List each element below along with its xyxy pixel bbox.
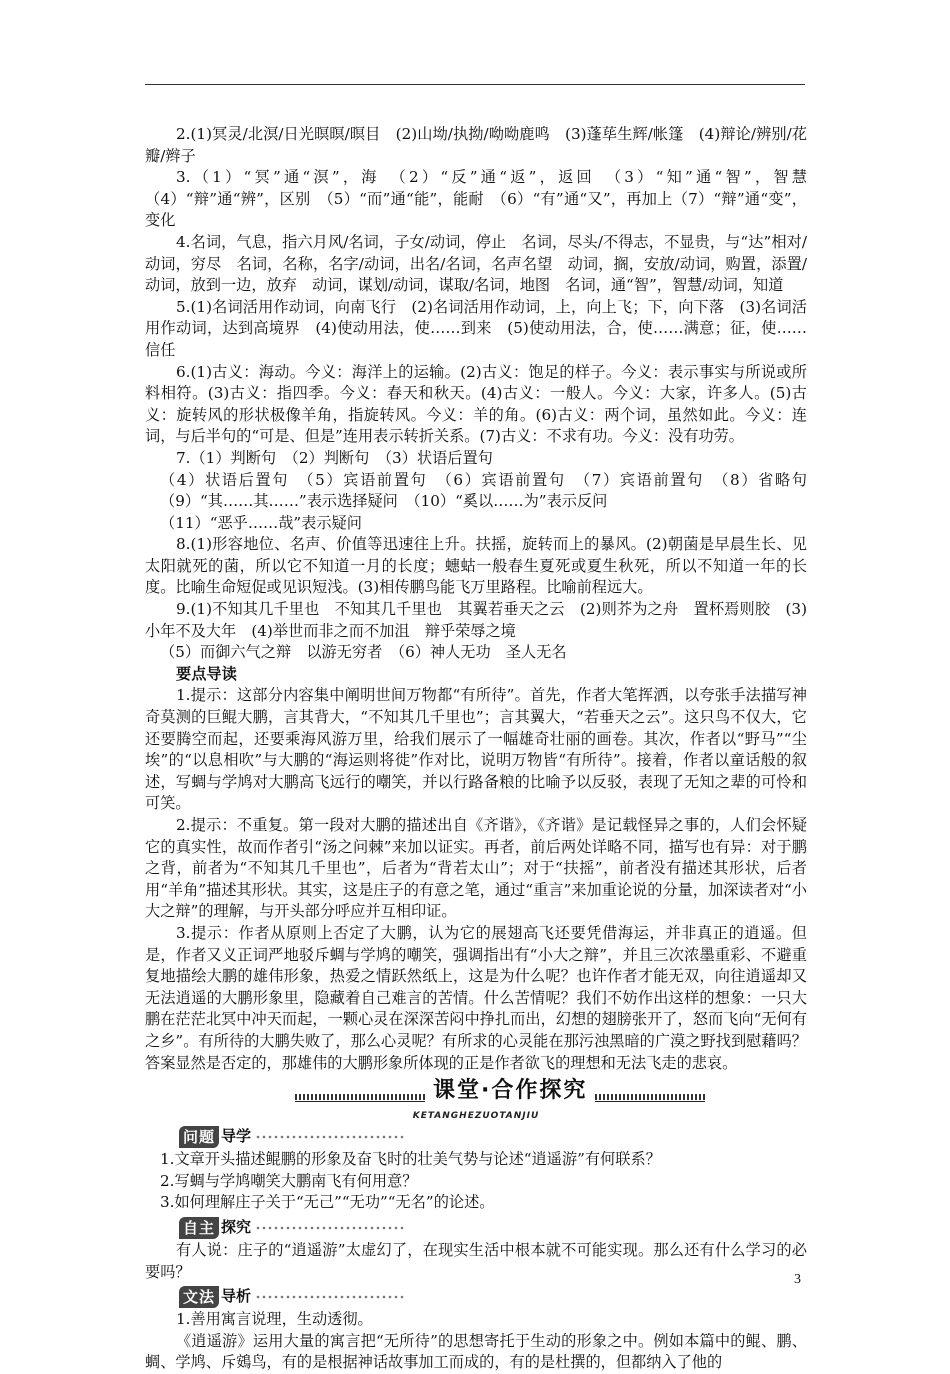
header-rule xyxy=(145,84,805,85)
dotted-leader xyxy=(255,1133,405,1141)
key-point-1: 1.提示：这部分内容集中阐明世间万物都“有所待”。首先，作者大笔挥洒，以夸张手法描写神奇莫测的巨鲲大鹏，言其背大，“不知其几千里也”；言其翼大，“若垂天之云”。这只鸟不仅大，它还要腾空而起，还要乘海风游万里，给我们展示了一幅雄奇壮丽的画卷。其次，作者以“野马”“尘埃”的“以息相吹”与大鹏的“海运则将徙”作对比，说明万物皆“有所待”。接着，作者以童话般的叙述，写蜩与学鸠对大鹏高飞远行的嘲笑，并以行路备粮的比喻予以反驳，表现了无知之辈的可怜和可笑。 xyxy=(145,686,807,813)
key-points-heading: 要点导读 xyxy=(176,664,237,683)
section-label: 探究 xyxy=(221,1218,252,1237)
answer-9-line1: 9.(1)不知其几千里也 不知其几千里也 其翼若垂天之云 (2)则芥为之舟 置杯焉则胶 (3)小年不及大年 (4)举世而非之而不加沮 辩乎荣辱之境 xyxy=(145,600,807,640)
answer-7-line1: 7.（1）判断句 （2）判断句 （3）状语后置句 xyxy=(176,448,493,467)
banner-pinyin: KETANGHEZUOTANJIU xyxy=(412,1111,540,1122)
section-heading-style xyxy=(145,1284,807,1308)
key-point-3: 3.提示：作者从原则上否定了大鹏，认为它的展翅高飞还要凭借海运，并非真正的逍遥。但是，作者又义正词严地驳斥蜩与学鸠的嘲笑，强调指出有“小大之辩”，并且三次浓墨重彩、不避重复地描绘大鹏的雄伟形象，热爱之情跃然纸上，这是为什么呢？也许作者才能无双，向往逍遥却又无法逍遥的大鹏形象里，隐藏着自己难言的苦情。什么苦情呢？我们不妨作出这样的想象：一只大鹏在茫茫北冥中冲天而起，一颗心灵在深深苦闷中挣扎而出，幻想的翅膀张开了，怒而飞向“无何有之乡”。有所待的大鹏失败了，那么心灵呢？有所求的心灵能在那污浊黑暗的广漠之野找到慰藉吗？答案显然是否定的，那雄伟的大鹏形象所体现的正是作者欲飞的理想和无法飞走的悲哀。 xyxy=(145,923,807,1072)
section-badge: 文法 xyxy=(179,1286,219,1308)
section-heading-self-study xyxy=(145,1215,807,1239)
self-study-text: 有人说：庄子的“逍遥游”太虚幻了，在现实生活中根本就不可能实现。那么还有什么学习的必要吗？ xyxy=(145,1240,807,1281)
section-banner xyxy=(145,1076,807,1120)
banner-title: 课堂·合作探究 xyxy=(425,1076,595,1106)
section-heading-questions xyxy=(145,1124,807,1148)
answer-5: 5.(1)名词活用作动词，向南飞行 (2)名词活用作动词，上，向上飞；下，向下落 (3)名词活用作动词，达到高境界 (4)使动用法，使……到来 (5)使动用法，合，使……满意；征，使……信任 xyxy=(145,297,807,359)
page-number: 3 xyxy=(794,1272,801,1287)
section-badge: 自主 xyxy=(179,1217,219,1239)
answer-7-line2: （4）状语后置句 （5）宾语前置句 （6）宾语前置句 （7）宾语前置句 （8）省略句（9）“其……其……”表示选择疑问 （10）“奚以……为”表示反问 xyxy=(160,470,807,511)
key-point-2: 2.提示：不重复。第一段对大鹏的描述出自《齐谐》，《齐谐》是记载怪异之事的，人们会怀疑它的真实性，故而作者引“汤之问棘”来加以证实。再者，前后两处详略不同，描写也有异：对于鹏之背，前者为“不知其几千里也”，后者为“背若太山”；对于“扶摇”，前者没有描述其形状，后者用“羊角”描述其形状。其实，这是庄子的有意之笔，通过“重言”来加重论说的分量，加深读者对“小大之辩”的理解，与开头部分呼应并互相印证。 xyxy=(145,816,807,921)
style-text: 《逍遥游》运用大量的寓言把“无所待”的思想寄托于生动的形象之中。例如本篇中的鲲、鹏、蜩、学鸠、斥鴳鸟，有的是根据神话故事加工而成的，有的是杜撰的，但都纳入了他的 xyxy=(145,1331,807,1372)
dotted-leader xyxy=(255,1293,405,1301)
answer-2: 2.(1)冥灵/北溟/日光暝暝/暝目 (2)山坳/执拗/呦呦鹿鸣 (3)蓬荜生辉/帐篷 (4)辩论/辨别/花瓣/辫子 xyxy=(145,125,807,165)
answer-6: 6.(1)古义：海动。今义：海洋上的运输。(2)古义：饱足的样子。今义：表示事实与所说或所料相符。(3)古义：指四季。今义：春天和秋天。(4)古义：一般人。今义：大家，许多人。(5)古义：旋转风的形状极像羊角，指旋转风。今义：羊的角。(6)古义：两个词，虽然如此。今义：连词，与后半句的“可是、但是”连用表示转折关系。(7)古义：不求有功。今义：没有功劳。 xyxy=(145,362,807,446)
section-label: 导学 xyxy=(221,1127,252,1146)
answer-7-line3: （11）“恶乎……哉”表示疑问 xyxy=(160,513,362,532)
answer-9-line2: （5）而御六气之辩 以游无穷者 （6）神人无功 圣人无名 xyxy=(160,643,567,662)
section-label: 导析 xyxy=(221,1287,252,1306)
style-point-1: 1.善用寓言说理，生动透彻。 xyxy=(176,1310,373,1329)
page-content xyxy=(145,124,807,1374)
question-3: 3.如何理解庄子关于“无己”“无功”“无名”的论述。 xyxy=(160,1193,495,1212)
question-2: 2.写蜩与学鸠嘲笑大鹏南飞有何用意？ xyxy=(160,1171,418,1190)
dotted-leader xyxy=(255,1224,405,1232)
answer-8: 8.(1)形容地位、名声、价值等迅速往上升。扶摇，旋转而上的暴风。(2)朝菌是早晨生长、见太阳就死的菌，所以它不知道一月的长度；蟪蛄一般春生夏死或夏生秋死，所以不知道一年的长度。比喻生命短促或见识短浅。(3)相传鹏鸟能飞万里路程。比喻前程远大。 xyxy=(145,535,807,597)
question-1: 1.文章开头描述鲲鹏的形象及奋飞时的壮美气势与论述“逍遥游”有何联系？ xyxy=(160,1150,661,1169)
section-badge: 问题 xyxy=(179,1126,219,1148)
answer-4: 4.名词，气息，指六月风/名词，子女/动词，停止 名词，尽头/不得志，不显贵，与“达”相对/动词，穷尽 名词，名称，名字/动词，出名/名词，名声名望 动词，搁，安放/动词，购置，添置/动词，放到一边，放弃 动词，谋划/动词，谋取/名词，地图 名词，通“智”，智慧/动词，知道 xyxy=(145,232,807,295)
answer-3: 3.（1）“冥”通“溟”，海 （2）“反”通“返”，返回 （3）“知”通“智”，智慧（4）“辩”通“辨”，区别 （5）“而”通“能”，能耐 （6）“有”通“又”，再加上（7）“辩”通“变”，变化 xyxy=(145,168,807,230)
